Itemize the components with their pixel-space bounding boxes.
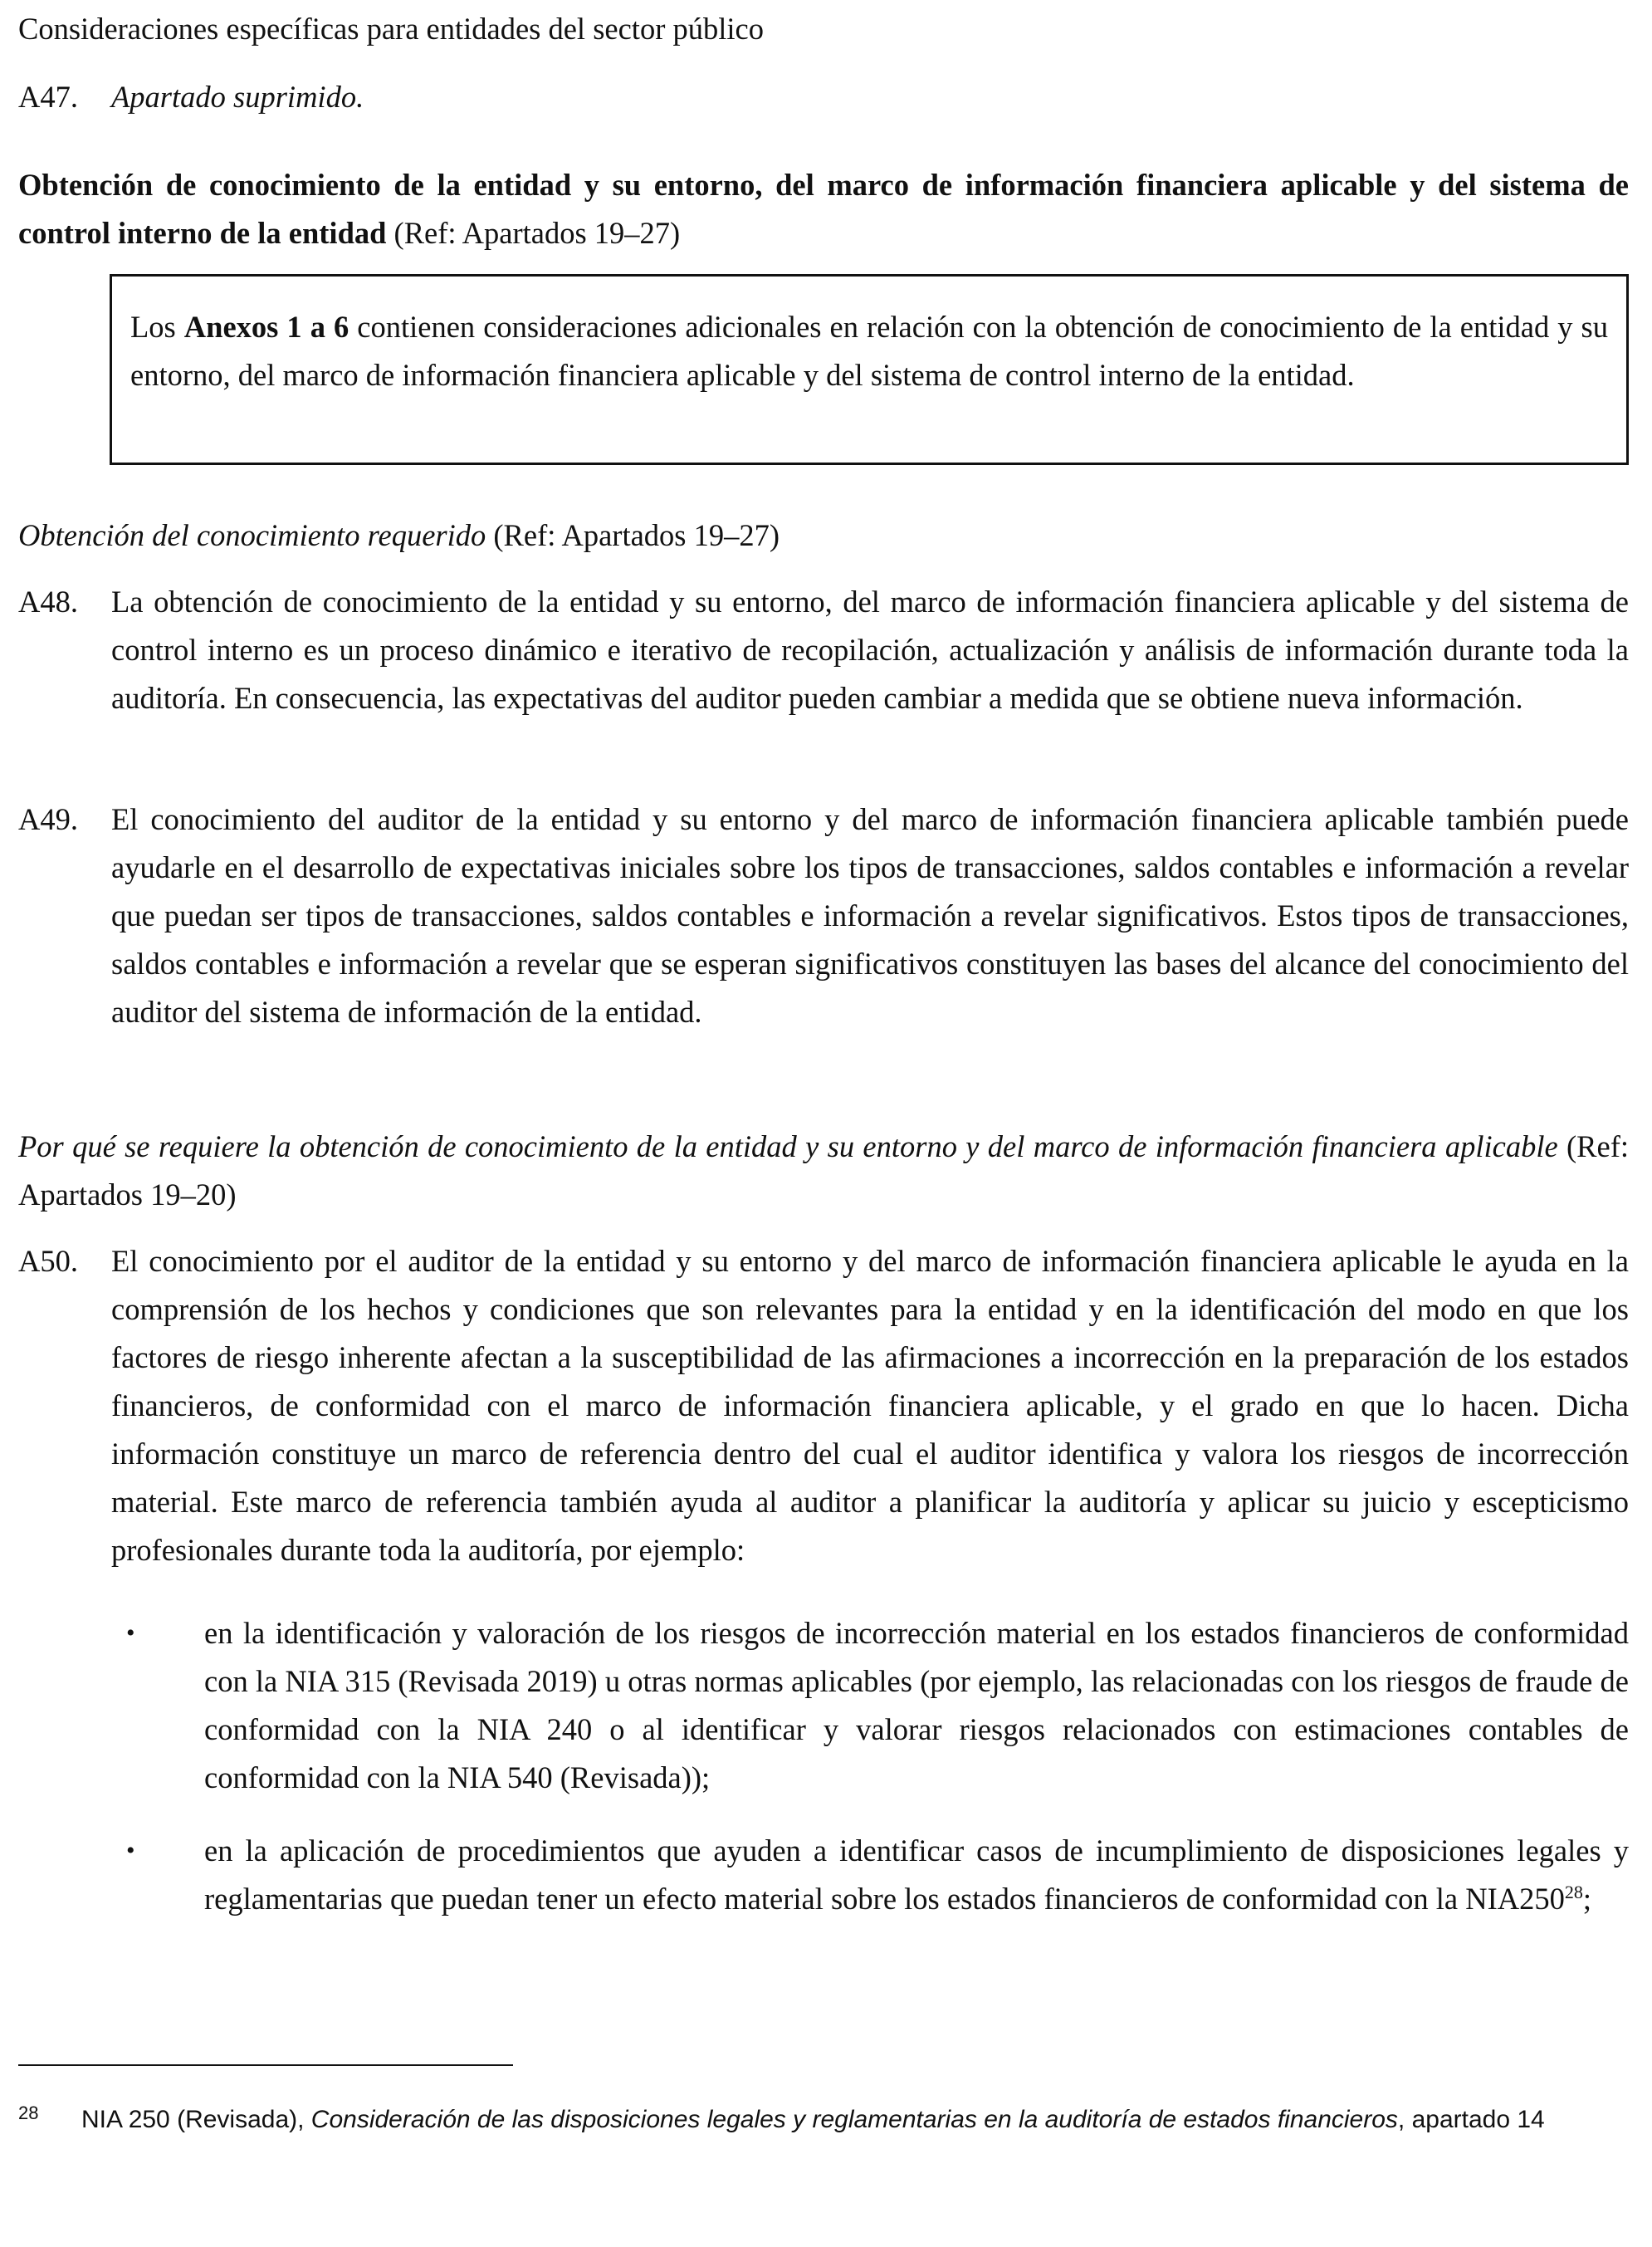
section-heading-ref: (Ref: Apartados 19–27) (386, 216, 681, 250)
bullet-item (111, 1609, 1629, 1802)
footnote-number: 28 (18, 2103, 39, 2123)
bullet-text: en la identificación y valoración de los riesgos de incorrección material en los estados financieros de conformidad con la NIA 315 (Revisada 2019) u otras normas aplicables (por ejemplo, las relacionadas con los riesgos de fraude de conformidad con la NIA 240 o al identificar y valorar riesgos relacionados con estimaciones contables de conformidad con la NIA 540 (Revisada)); (204, 1616, 1629, 1794)
paragraph-number: A48. (18, 585, 78, 619)
box-text-bold: Anexos 1 a 6 (183, 310, 349, 344)
subheading-title: Obtención del conocimiento requerido (18, 518, 486, 552)
paragraph-number: A47. (18, 80, 78, 114)
paragraph-a48 (18, 578, 1629, 722)
section-heading (18, 161, 1629, 257)
bullet-text-main: en la aplicación de procedimientos que ayuden a identificar casos de incumplimiento de disposiciones legales y reglamentarias que puedan tener un efecto material sobre los estados financieros de conformidad con la NIA250 (204, 1833, 1629, 1916)
bullet-text-tail: ; (1582, 1882, 1591, 1916)
paragraph-text: La obtención de conocimiento de la entidad y su entorno, del marco de información financiera aplicable y del sistema de control interno es un proceso dinámico e iterativo de recopilación, actualización y análisis de información durante toda la auditoría. En consecuencia, las expectativas del auditor pueden cambiar a medida que se obtiene nueva información. (111, 585, 1629, 715)
subheading-ref: (Ref: Apartados 19–27) (486, 518, 780, 552)
heading-public-sector: Consideraciones específicas para entidades del sector público (18, 12, 764, 46)
bullet-mark: • (126, 1837, 135, 1864)
footnote (18, 2101, 1629, 2139)
subheading-why-required (18, 1123, 1629, 1219)
paragraph-a50 (18, 1237, 1629, 1574)
paragraph-a49 (18, 796, 1629, 1036)
footnote-suffix: , apartado 14 (1397, 2106, 1545, 2133)
paragraph-a47 (18, 73, 1629, 121)
footnote-prefix: NIA 250 (Revisada), (81, 2106, 311, 2133)
annex-note-box (110, 274, 1629, 465)
footnote-title: Consideración de las disposiciones legales y reglamentarias en la auditoría de estados financieros (310, 2106, 1398, 2133)
footnote-text (81, 2101, 1629, 2139)
paragraph-number: A50. (18, 1244, 78, 1278)
paragraph-text: El conocimiento por el auditor de la entidad y su entorno y del marco de información financiera aplicable le ayuda en la comprensión de los hechos y condiciones que son relevantes para la entidad y en la identificación del modo en que los factores de riesgo inherente afectan a la susceptibilidad de las afirmaciones a incorrección en la preparación de los estados financieros, de conformidad con el marco de información financiera aplicable, y el grado en que lo hacen. Dicha información constituye un marco de referencia dentro del cual el auditor identifica y valora los riesgos de incorrección material. Este marco de referencia también ayuda al auditor a planificar la auditoría y aplicar su juicio y escepticismo profesionales durante toda la auditoría, por ejemplo: (111, 1244, 1629, 1567)
subheading-ref: (Ref: Apartados 19–20) (18, 1129, 1629, 1212)
box-text-rest: contienen consideraciones adicionales en relación con la obtención de conocimiento de la entidad y su entorno, del marco de información financiera aplicable y del sistema de control interno de la entidad. (130, 310, 1608, 392)
section-heading-title: Obtención de conocimiento de la entidad y su entorno, del marco de información financiera aplicable y del sistema de control interno de la entidad (18, 168, 1629, 250)
subheading-required-knowledge (18, 512, 1629, 560)
paragraph-text: El conocimiento del auditor de la entidad y su entorno y del marco de información financiera aplicable también puede ayudarle en el desarrollo de expectativas iniciales sobre los tipos de transacciones, saldos contables e información a revelar que puedan ser tipos de transacciones, saldos contables e información a revelar significativos. Estos tipos de transacciones, saldos contables e información a revelar que se esperan significativos constituyen las bases del alcance del conocimiento del auditor del sistema de información de la entidad. (111, 802, 1629, 1029)
bullet-mark: • (126, 1619, 135, 1647)
subheading-title: Por qué se requiere la obtención de conocimiento de la entidad y su entorno y del marco de información financiera aplicable (18, 1129, 1558, 1163)
bullet-text (204, 1827, 1629, 1923)
paragraph-number: A49. (18, 802, 78, 836)
footnote-reference[interactable]: 28 (1564, 1881, 1583, 1902)
box-text-prefix: Los (130, 310, 184, 344)
bullet-item (111, 1827, 1629, 1923)
footnote-separator (18, 2064, 513, 2066)
paragraph-text: Apartado suprimido. (111, 80, 364, 114)
